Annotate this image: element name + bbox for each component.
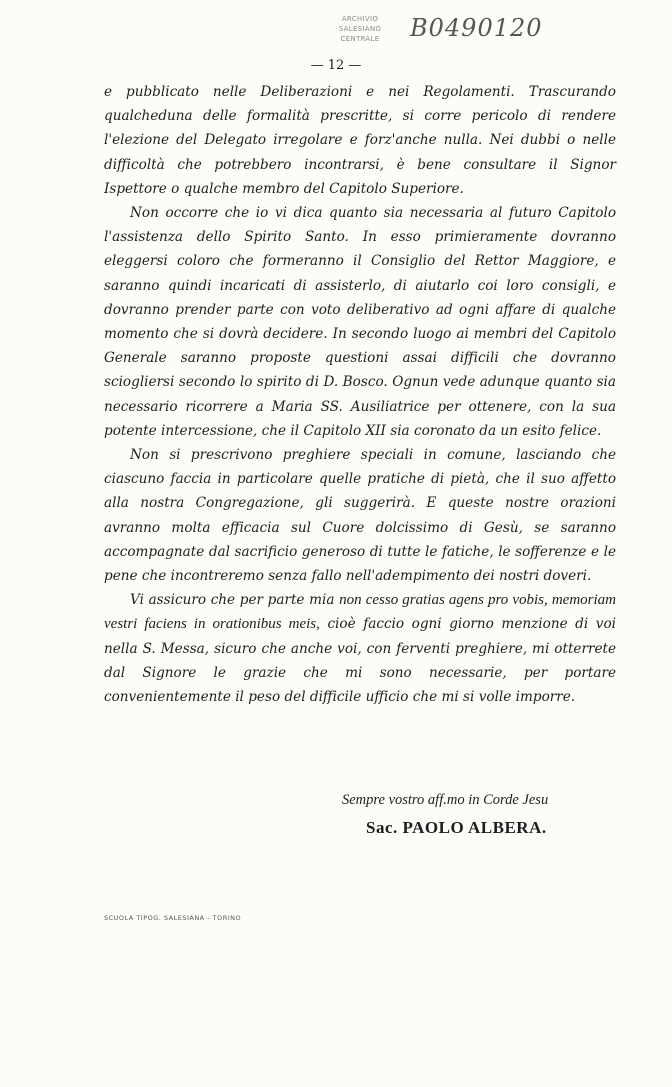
archive-stamp-line1: ARCHIVIO SALESIANO: [338, 15, 382, 33]
paragraph-text: Non si prescrivono preghiere speciali in comune, lasciando che ciascuno faccia in particolare quelle pratiche di pietà, che il suo affetto alla nostra Congregazione, gli suggerirà. E queste nostre orazioni avranno molta efficacia sul Cuore dolcissimo di Gesù, se saranno accompagnate dal sacrificio generoso di tutte le fatiche, le sofferenze e le pene che incontreremo senza fallo nell'adempimento dei nostri doveri.: [104, 447, 616, 585]
paragraph: [104, 80, 616, 201]
paragraph-text: Vi assicuro che per parte mia: [130, 592, 340, 609]
archive-stamp-line2: CENTRALE: [340, 35, 380, 43]
paragraph: [104, 588, 616, 709]
paragraph-text: cioè faccio ogni giorno menzione di voi nella S. Messa, sicuro che anche voi, con ferventi preghiere, mi otterrete dal Signore le grazie che mi sono necessarie, per portare convenientemente il peso del difficile ufficio che mi si volle imporre.: [104, 616, 617, 706]
page-number: — 12 —: [310, 58, 362, 73]
printer-imprint: SCUOLA TIPOG. SALESIANA - TORINO: [104, 914, 242, 922]
paragraph: [104, 443, 616, 588]
signature: Sac. PAOLO ALBERA.: [366, 818, 547, 837]
closing-salutation: Sempre vostro aff.mo in Corde Jesu: [342, 792, 549, 808]
archive-code: B0490120: [410, 14, 543, 42]
paragraph: [104, 201, 616, 443]
letter-body: [104, 80, 616, 709]
paragraph-text: e pubblicato nelle Deliberazioni e nei Regolamenti. Trascurando qualcheduna delle formalità prescritte, si corre pericolo di rendere l'elezione del Delegato irregolare e forz'anche nulla. Nei dubbi o nelle difficoltà che potrebbero incontrarsi, è bene consultare il Signor Ispettore o qualche membro del Capitolo Superiore.: [104, 84, 616, 197]
paragraph-text: Non occorre che io vi dica quanto sia necessaria al futuro Capitolo l'assistenza dello Spirito Santo. In esso primieramente dovranno eleggersi coloro che formeranno il Consiglio del Rettor Maggiore, e saranno quindi incaricati di assisterlo, di aiutarlo coi loro consigli, e dovranno prender parte con voto deliberativo ad ogni affare di qualche momento che si dovrà decidere. In secondo luogo ai membri del Capitolo Generale saranno proposte questioni assai difficili che dovranno sciogliersi secondo lo spirito di D. Bosco. Ognun vede adunque quanto sia necessario ricorrere a Maria SS. Ausiliatrice per ottenere, con la sua potente intercessione, che il Capitolo XII sia coronato da un esito felice.: [104, 205, 616, 439]
archive-stamp: [322, 14, 398, 44]
latin-quotation: non cesso gratias agens pro vobis, memoriam vestri faciens in orationibus meis,: [104, 592, 616, 633]
